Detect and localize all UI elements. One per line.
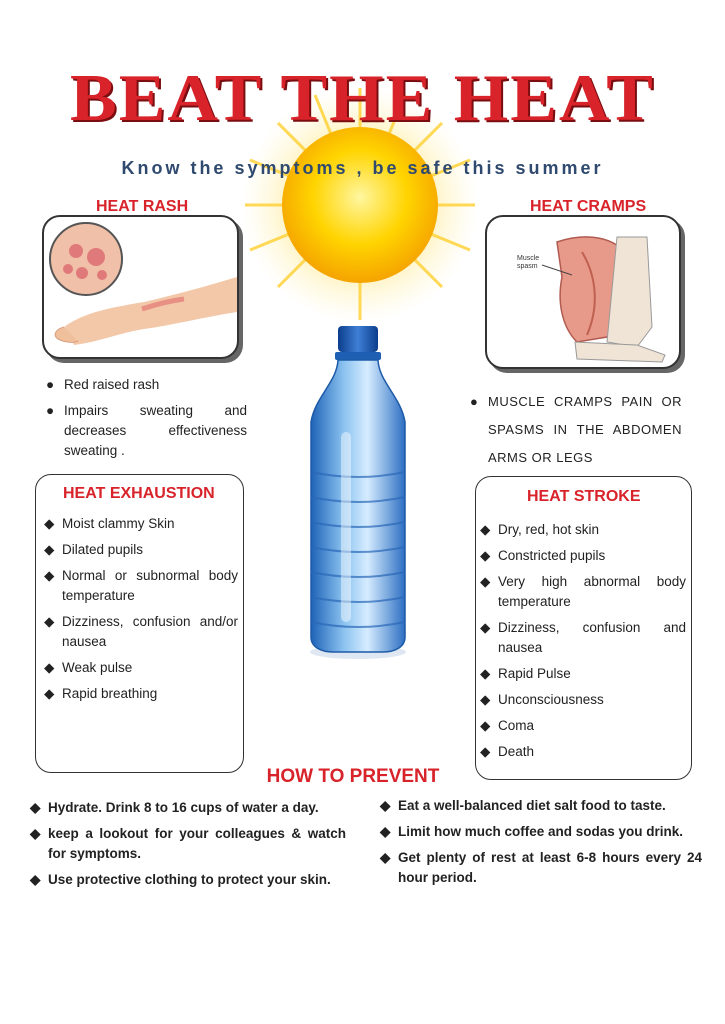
list-item: ◆ Rapid breathing bbox=[44, 686, 158, 701]
prevent-right-list bbox=[376, 796, 702, 894]
page-title: BEAT THE HEAT bbox=[70, 61, 655, 136]
list-item: ◆ Moist clammy Skin bbox=[44, 516, 175, 531]
list-item: ◆ Get plenty of rest at least 6-8 hours every 24 hour period. bbox=[380, 850, 702, 885]
muscle-spasm-label: Muscle spasm bbox=[517, 255, 540, 270]
list-item: ◆ Dizziness, confusion and/or nausea bbox=[44, 614, 238, 649]
heat-stroke-list bbox=[476, 520, 686, 768]
heat-rash-list bbox=[42, 375, 247, 467]
list-item: ◆ Dizziness, confusion and nausea bbox=[480, 620, 686, 655]
heat-stroke-title: HEAT STROKE bbox=[527, 488, 641, 505]
prevent-left-list bbox=[26, 798, 346, 896]
list-item: ◆ Unconsciousness bbox=[480, 692, 604, 707]
heat-exhaustion-title: HEAT EXHAUSTION bbox=[63, 485, 215, 502]
list-item: ◆ Use protective clothing to protect your skin. bbox=[30, 872, 331, 887]
list-item: ◆ Limit how much coffee and sodas you drink. bbox=[380, 824, 684, 839]
heat-rash-title: HEAT RASH bbox=[96, 198, 189, 215]
list-item: ● Red raised rash bbox=[46, 377, 160, 392]
page-subtitle: Know the symptoms , be safe this summer bbox=[121, 158, 604, 178]
list-item: ◆ Constricted pupils bbox=[480, 548, 606, 563]
how-to-prevent-title: HOW TO PREVENT bbox=[266, 766, 440, 787]
list-item: ◆ Hydrate. Drink 8 to 16 cups of water a day. bbox=[30, 800, 319, 815]
heat-rash-image bbox=[42, 215, 239, 359]
list-item: ◆ Rapid Pulse bbox=[480, 666, 571, 681]
list-item: ◆ Very high abnormal body temperature bbox=[480, 574, 686, 609]
list-item: ◆ Normal or subnormal body temperature bbox=[44, 568, 238, 603]
heat-cramps-list bbox=[466, 388, 682, 478]
list-item: ● MUSCLE CRAMPS PAIN OR SPASMS IN THE ABDOMEN ARMS OR LEGS bbox=[470, 394, 682, 465]
list-item: ◆ Weak pulse bbox=[44, 660, 133, 675]
list-item: ◆ Dilated pupils bbox=[44, 542, 144, 557]
list-item: ◆ Eat a well-balanced diet salt food to taste. bbox=[380, 798, 666, 813]
heat-cramps-image bbox=[485, 215, 681, 369]
list-item: ◆ Death bbox=[480, 744, 535, 759]
list-item: ◆ Dry, red, hot skin bbox=[480, 522, 600, 537]
list-item: ◆ keep a lookout for your colleagues & watch for symptoms. bbox=[30, 826, 346, 861]
water-bottle-image bbox=[283, 322, 433, 662]
heat-cramps-title: HEAT CRAMPS bbox=[530, 198, 647, 215]
list-item: ◆ Coma bbox=[480, 718, 535, 733]
heat-exhaustion-list bbox=[40, 514, 238, 710]
list-item: ● Impairs sweating and decreases effectiveness sweating . bbox=[46, 403, 247, 458]
